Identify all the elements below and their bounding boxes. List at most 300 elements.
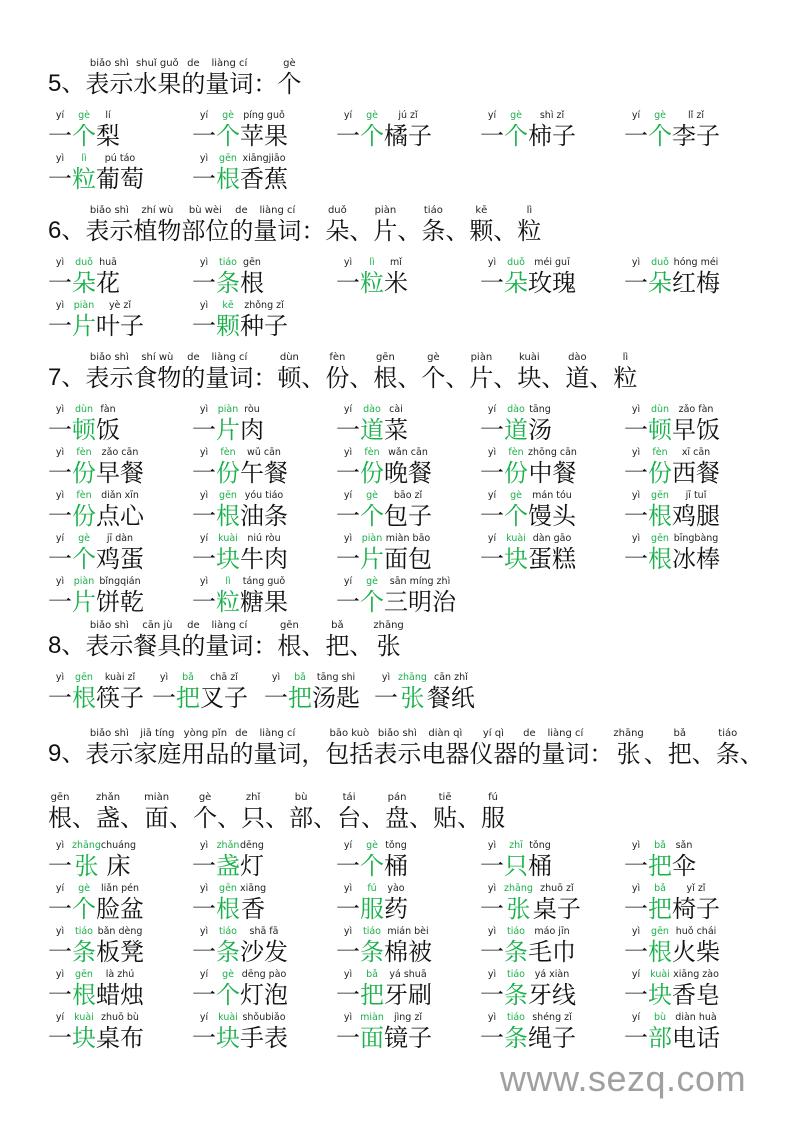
hanzi: 朵 — [72, 269, 96, 297]
hanzi: 、 — [313, 804, 338, 832]
hanzi: ： — [301, 217, 326, 245]
noun — [672, 883, 720, 923]
hanzi: 一 — [480, 122, 504, 150]
measure-word — [216, 969, 240, 1009]
hanzi: 个 — [504, 122, 528, 150]
numeral-one — [192, 969, 216, 1009]
pinyin: fèn — [329, 352, 346, 363]
pinyin: yí qì — [482, 728, 504, 739]
hanzi: 桶 — [384, 852, 408, 880]
phrase-item — [48, 672, 144, 712]
pinyin: yì — [487, 257, 497, 268]
pinyin: yì — [199, 257, 209, 268]
phrase-item — [480, 926, 576, 966]
hanzi: 只 — [241, 804, 266, 832]
pinyin: wǎn cān — [388, 447, 428, 458]
hanzi: 一 — [624, 416, 648, 444]
pinyin: yì — [343, 1012, 353, 1023]
hanzi: ： — [253, 364, 278, 392]
measure-word — [398, 672, 427, 712]
hanzi: ： — [589, 740, 614, 768]
numeral-one — [336, 926, 360, 966]
pinyin: zǎo fàn — [678, 404, 714, 415]
hanzi: 根 — [277, 632, 302, 660]
hanzi: 菜 — [384, 416, 408, 444]
measure-word — [504, 533, 528, 573]
hanzi: 筷子 — [96, 684, 144, 712]
noun — [96, 257, 120, 297]
section-heading — [48, 792, 505, 832]
phrase-item — [192, 110, 288, 150]
hanzi: 玫瑰 — [528, 269, 576, 297]
noun — [672, 447, 720, 487]
hanzi: 一 — [48, 852, 72, 880]
pinyin: yì — [55, 300, 65, 311]
hanzi: 、 — [120, 804, 145, 832]
section-heading — [48, 352, 637, 392]
phrase-item — [336, 926, 432, 966]
hanzi: 一 — [48, 895, 72, 923]
noun — [240, 533, 288, 573]
hanzi: 、 — [589, 364, 614, 392]
measure-word — [72, 926, 96, 966]
heading-word — [493, 352, 517, 392]
numeral-one — [48, 300, 72, 340]
pinyin: xiāngjiāo — [242, 153, 286, 164]
hanzi: 电器 — [421, 740, 470, 768]
pinyin: yì — [159, 672, 169, 683]
heading-word — [229, 205, 253, 245]
measure-word — [72, 533, 96, 573]
numeral-one — [48, 110, 72, 150]
noun — [384, 447, 432, 487]
heading-word — [565, 352, 589, 392]
pinyin: lì — [526, 205, 533, 216]
heading-word — [740, 728, 764, 768]
hanzi: 肉 — [240, 416, 264, 444]
measure-word-row — [48, 926, 788, 970]
numeral-one — [624, 533, 648, 573]
hanzi: 盏 — [216, 852, 240, 880]
numeral-one — [480, 926, 504, 966]
pinyin: dào — [568, 352, 587, 363]
phrase-item — [48, 576, 144, 616]
pinyin: bāo zǐ — [393, 490, 423, 501]
hanzi: 根 — [216, 165, 240, 193]
measure-word — [504, 404, 528, 444]
pinyin: liàng cí — [259, 205, 296, 216]
hanzi: 个 — [360, 588, 384, 616]
heading-word — [613, 728, 643, 768]
numeral-one — [480, 447, 504, 487]
measure-word — [504, 490, 528, 530]
hanzi: 一 — [374, 684, 398, 712]
measure-word — [360, 969, 384, 1009]
numeral-one — [336, 447, 360, 487]
pinyin: yì — [487, 926, 497, 937]
hanzi: 面包 — [384, 545, 432, 573]
pinyin: yí — [631, 110, 641, 121]
numeral-one — [192, 257, 216, 297]
noun — [240, 969, 288, 1009]
phrase-item — [336, 969, 432, 1009]
heading-word — [133, 620, 181, 660]
heading-word — [85, 352, 133, 392]
pinyin: yì — [55, 490, 65, 501]
pinyin: liàng cí — [259, 728, 296, 739]
pinyin: gēn — [279, 620, 299, 631]
heading-word — [193, 792, 217, 832]
hanzi: 火柴 — [672, 938, 720, 966]
hanzi: 盏 — [96, 804, 121, 832]
measure-word-row — [48, 257, 788, 301]
phrase-item — [192, 883, 266, 923]
hanzi: 镜子 — [384, 1024, 432, 1052]
pinyin: gè — [510, 110, 522, 121]
hanzi: 一 — [192, 459, 216, 487]
heading-word — [301, 620, 325, 660]
hanzi: 个 — [504, 502, 528, 530]
noun — [528, 1012, 576, 1052]
hanzi: 片 — [72, 312, 96, 340]
pinyin: zhuō bù — [101, 1012, 139, 1023]
hanzi: 餐具 — [133, 632, 182, 660]
noun — [96, 300, 144, 340]
noun — [312, 672, 360, 712]
heading-word — [373, 205, 397, 245]
hanzi: 点心 — [96, 502, 144, 530]
hanzi: 顿 — [72, 416, 96, 444]
hanzi: 梨 — [96, 122, 120, 150]
hanzi: 一 — [192, 165, 216, 193]
hanzi: 水果 — [133, 70, 182, 98]
pinyin: yí — [55, 533, 65, 544]
heading-word — [301, 352, 325, 392]
hanzi: 一 — [624, 895, 648, 923]
pinyin: biǎo shì — [89, 58, 129, 69]
hanzi: 量词 — [205, 70, 254, 98]
pinyin: fèn — [364, 447, 380, 458]
measure-word-row — [48, 1012, 788, 1056]
pinyin: de — [187, 620, 200, 631]
measure-word — [216, 1012, 240, 1052]
pinyin: yì — [631, 257, 641, 268]
hanzi: 糖果 — [240, 588, 288, 616]
hanzi: 条 — [360, 938, 384, 966]
hanzi: 香 — [241, 895, 266, 923]
noun — [240, 257, 264, 297]
pinyin: là zhú — [105, 969, 135, 980]
hanzi: 用品 — [181, 740, 230, 768]
phrase-item — [192, 533, 288, 573]
hanzi: 份 — [648, 459, 672, 487]
noun — [672, 926, 720, 966]
phrase-item — [624, 533, 720, 573]
pinyin: piàn — [217, 404, 239, 415]
numeral-one — [480, 883, 504, 923]
pinyin: piàn — [361, 533, 383, 544]
hanzi: 把 — [360, 981, 384, 1009]
hanzi: 部 — [648, 1024, 672, 1052]
measure-word — [648, 969, 672, 1009]
hanzi: 片 — [72, 588, 96, 616]
phrase-item — [192, 969, 288, 1009]
pinyin: yí — [631, 1012, 641, 1023]
pinyin: gè — [78, 110, 90, 121]
hanzi: 的 — [181, 632, 206, 660]
measure-word — [216, 840, 240, 880]
numeral-one — [192, 1012, 216, 1052]
measure-word-row — [48, 110, 788, 154]
phrase-item — [192, 926, 288, 966]
hanzi: 把 — [648, 852, 672, 880]
hanzi: 一 — [336, 416, 360, 444]
hanzi: 桌布 — [96, 1024, 144, 1052]
pinyin: shā fā — [249, 926, 279, 937]
phrase-item — [48, 926, 144, 966]
pinyin: kuài zǐ — [104, 672, 136, 683]
pinyin: yì — [343, 447, 353, 458]
numeral-one — [336, 883, 360, 923]
heading-word — [229, 728, 253, 768]
phrase-item — [48, 533, 144, 573]
pinyin: gēn — [219, 153, 237, 164]
hanzi: 条 — [504, 981, 528, 1009]
pinyin: yí — [343, 840, 353, 851]
measure-word — [72, 300, 96, 340]
hanzi: 葡萄 — [96, 165, 144, 193]
heading-word — [373, 728, 421, 768]
measure-word — [216, 883, 240, 923]
pinyin: yì — [631, 490, 641, 501]
numeral-one — [336, 257, 360, 297]
pinyin: huā — [99, 257, 117, 268]
hanzi: 冰棒 — [672, 545, 720, 573]
heading-word — [469, 728, 517, 768]
pinyin: yí — [199, 969, 209, 980]
hanzi: 一 — [192, 938, 216, 966]
measure-word — [648, 926, 672, 966]
hanzi: 一 — [48, 312, 72, 340]
hanzi: 一 — [48, 938, 72, 966]
hanzi: 个 — [72, 895, 96, 923]
hanzi: 一 — [192, 122, 216, 150]
heading-word — [301, 205, 325, 245]
measure-word — [504, 883, 533, 923]
phrase-item — [624, 257, 720, 297]
noun — [672, 969, 720, 1009]
measure-word — [504, 110, 528, 150]
noun — [96, 1012, 144, 1052]
heading-word — [517, 352, 541, 392]
pinyin: tiáo — [423, 205, 443, 216]
noun — [384, 969, 432, 1009]
noun — [384, 840, 408, 880]
hanzi: 蛋糕 — [528, 545, 576, 573]
pinyin: tāng shi — [316, 672, 356, 683]
noun — [528, 840, 552, 880]
heading-word — [181, 58, 205, 98]
pinyin: gè — [427, 352, 440, 363]
numeral-one — [336, 110, 360, 150]
measure-word — [360, 926, 384, 966]
hanzi: 条 — [72, 938, 96, 966]
phrase-item — [192, 1012, 288, 1052]
numeral-one — [480, 490, 504, 530]
hanzi: 张 — [376, 632, 401, 660]
hanzi: 份 — [325, 364, 350, 392]
numeral-one — [480, 404, 504, 444]
pinyin: gè — [366, 576, 378, 587]
hanzi: 、 — [349, 364, 374, 392]
measure-word — [360, 490, 384, 530]
pinyin: yì — [343, 926, 353, 937]
pinyin: píng guǒ — [243, 110, 285, 121]
hanzi: 植物 — [133, 217, 182, 245]
pinyin: gè — [222, 110, 234, 121]
numeral-one — [48, 153, 72, 193]
pinyin: gēn — [243, 257, 261, 268]
hanzi: 份 — [72, 459, 96, 487]
numeral-one — [624, 110, 648, 150]
hanzi: 红梅 — [672, 269, 720, 297]
phrase-item — [192, 300, 288, 340]
measure-word — [72, 447, 96, 487]
phrase-item — [624, 1012, 720, 1052]
measure-word — [360, 840, 384, 880]
hanzi: 一 — [48, 122, 72, 150]
measure-word — [216, 300, 240, 340]
pinyin: yá xiàn — [534, 969, 570, 980]
hanzi: 、 — [169, 804, 194, 832]
pinyin: bīngbàng — [673, 533, 719, 544]
pinyin: de — [235, 205, 248, 216]
pinyin: yì — [381, 672, 391, 683]
hanzi: 台 — [337, 804, 362, 832]
pinyin: zhǎn — [96, 792, 121, 803]
pinyin: shǒubiǎo — [242, 1012, 286, 1023]
pinyin: wǔ cān — [247, 447, 281, 458]
noun — [240, 926, 288, 966]
measure-word — [72, 110, 96, 150]
hanzi: 鸡腿 — [672, 502, 720, 530]
hanzi: 一 — [192, 1024, 216, 1052]
pinyin: yì — [343, 969, 353, 980]
pinyin: fú — [367, 883, 377, 894]
hanzi: 一 — [48, 588, 72, 616]
hanzi: 一 — [192, 852, 216, 880]
hanzi: 一 — [480, 416, 504, 444]
hanzi: 根 — [240, 269, 264, 297]
pinyin: bù — [653, 1012, 667, 1023]
numeral-one — [48, 883, 72, 923]
pinyin: lì — [622, 352, 629, 363]
heading-word — [85, 620, 133, 660]
pinyin: yí — [343, 490, 353, 501]
pinyin: yì — [343, 883, 353, 894]
pinyin: yí — [55, 110, 65, 121]
pinyin: yì — [631, 533, 641, 544]
noun — [101, 840, 136, 880]
phrase-item — [336, 533, 432, 573]
pinyin: mán tóu — [532, 490, 572, 501]
hanzi: 只 — [504, 852, 528, 880]
phrase-item — [480, 883, 581, 923]
heading-word — [265, 792, 289, 832]
measure-word — [216, 153, 240, 193]
heading-word — [613, 352, 637, 392]
pinyin: jìng zǐ — [394, 1012, 422, 1023]
hanzi: 午餐 — [240, 459, 288, 487]
noun — [384, 883, 408, 923]
pinyin: yí — [199, 110, 209, 121]
hanzi: 伞 — [672, 852, 696, 880]
phrase-item — [48, 257, 120, 297]
hanzi: 道 — [565, 364, 590, 392]
hanzi: 一 — [624, 852, 648, 880]
measure-word — [216, 533, 240, 573]
hanzi: 份 — [216, 459, 240, 487]
hanzi: 灯 — [240, 852, 264, 880]
pinyin: yóu tiáo — [244, 490, 284, 501]
phrase-item — [480, 969, 576, 1009]
hanzi: 朵 — [325, 217, 350, 245]
numeral-one — [336, 576, 360, 616]
heading-word — [325, 620, 349, 660]
pinyin: tiáo — [507, 926, 525, 937]
hanzi: 、 — [397, 217, 422, 245]
hanzi: 一 — [336, 588, 360, 616]
heading-word — [72, 792, 96, 832]
hanzi: 块 — [72, 1024, 96, 1052]
pinyin: dùn — [279, 352, 299, 363]
pinyin: zhāng — [72, 840, 101, 851]
pinyin: cān zhǐ — [434, 672, 468, 683]
pinyin: yá shuā — [389, 969, 427, 980]
phrase-item — [336, 883, 408, 923]
measure-word — [216, 490, 240, 530]
hanzi: 条 — [504, 938, 528, 966]
hanzi: 一 — [48, 165, 72, 193]
heading-word — [361, 792, 385, 832]
hanzi: 粒 — [72, 165, 96, 193]
hanzi: 把 — [288, 684, 312, 712]
pinyin: gè — [654, 110, 666, 121]
noun — [384, 257, 408, 297]
pinyin: yí — [343, 576, 353, 587]
phrase-item — [48, 1012, 144, 1052]
pinyin: dēng pào — [241, 969, 287, 980]
noun — [528, 257, 576, 297]
hanzi: 一 — [336, 459, 360, 487]
hanzi: 一 — [48, 416, 72, 444]
pinyin: tiáo — [75, 926, 93, 937]
pinyin: zhāng — [613, 728, 644, 739]
heading-word — [325, 205, 349, 245]
heading-word — [241, 792, 265, 832]
pinyin: miàn bāo — [385, 533, 431, 544]
heading-word — [716, 728, 740, 768]
hanzi: 板凳 — [96, 938, 144, 966]
heading-word — [445, 352, 469, 392]
numeral-one — [624, 883, 648, 923]
hanzi: 一 — [624, 459, 648, 487]
hanzi: 粒 — [216, 588, 240, 616]
numeral-one — [336, 490, 360, 530]
section-heading — [48, 205, 541, 245]
numeral-one — [624, 257, 648, 297]
noun — [240, 1012, 288, 1052]
